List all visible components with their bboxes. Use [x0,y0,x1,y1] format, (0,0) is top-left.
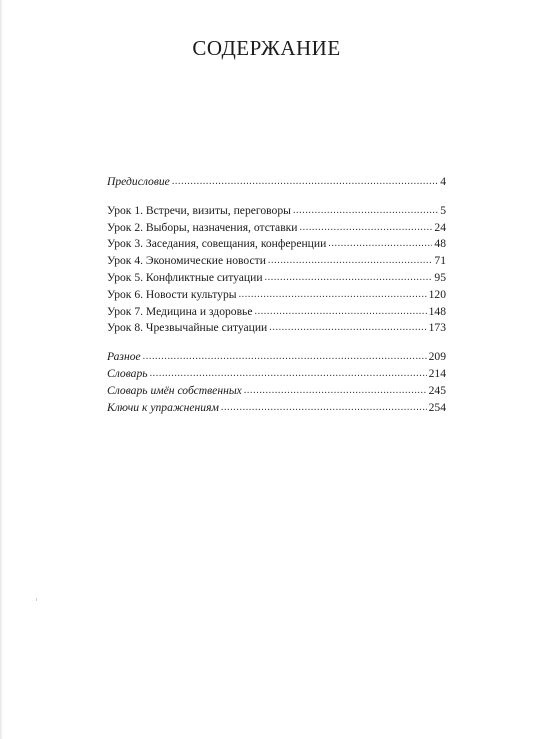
toc-entry-preface[interactable] [107,174,446,191]
table-of-contents [107,174,446,416]
toc-entry-label: Урок 8. Чрезвычайные ситуации [107,321,268,335]
toc-entry-answer-keys[interactable] [107,400,446,417]
toc-entry-page: 245 [428,383,446,397]
toc-entry-page: 148 [428,304,446,318]
dot-leader [221,400,427,417]
toc-entry-label: Урок 3. Заседания, совещания, конференции [107,237,327,251]
dot-leader [265,270,433,287]
toc-entry-label: Урок 4. Экономические новости [107,254,266,268]
dot-leader [244,383,427,400]
toc-group-lessons [107,203,446,337]
toc-entry-label: Урок 2. Выборы, назначения, отставки [107,220,298,234]
toc-entry-page: 24 [434,220,446,234]
dot-leader [293,203,438,220]
toc-entry-page: 95 [434,270,446,284]
toc-entry-page: 48 [434,237,446,251]
toc-entry-lesson-3[interactable] [107,236,446,253]
toc-entry-lesson-1[interactable] [107,203,446,220]
scan-speck [36,598,37,601]
toc-entry-lesson-6[interactable] [107,287,446,304]
page-title: СОДЕРЖАНИЕ [192,36,341,60]
dot-leader [255,304,427,321]
toc-entry-proper-names-dictionary[interactable] [107,383,446,400]
dot-leader [239,287,427,304]
dot-leader [143,349,427,366]
toc-entry-page: 4 [440,175,446,188]
toc-entry-lesson-7[interactable] [107,304,446,321]
page-edge [0,0,3,739]
toc-entry-label: Урок 1. Встречи, визиты, переговоры [107,203,291,217]
toc-entry-lesson-5[interactable] [107,270,446,287]
toc-entry-page: 5 [440,203,446,217]
toc-entry-label: Урок 5. Конфликтные ситуации [107,270,263,284]
toc-entry-label: Ключи к упражнениям [107,400,219,414]
toc-group-appendix [107,349,446,416]
toc-group-preface [107,174,446,191]
toc-entry-lesson-8[interactable] [107,320,446,337]
dot-leader [300,220,433,237]
toc-entry-label: Словарь [107,366,148,380]
toc-entry-lesson-2[interactable] [107,220,446,237]
toc-entry-label: Предисловие [107,175,170,188]
toc-entry-misc[interactable] [107,349,446,366]
toc-entry-label: Урок 6. Новости культуры [107,287,237,301]
toc-entry-label: Урок 7. Медицина и здоровье [107,304,253,318]
toc-entry-label: Словарь имён собственных [107,383,242,397]
toc-entry-page: 254 [428,400,446,414]
dot-leader [328,236,432,253]
toc-entry-page: 71 [434,254,446,268]
toc-entry-lesson-4[interactable] [107,253,446,270]
dot-leader [150,366,427,383]
toc-entry-page: 120 [428,287,446,301]
toc-entry-label: Разное [107,350,141,364]
dot-leader [268,253,432,270]
dot-leader [172,174,438,191]
toc-entry-page: 209 [428,350,446,364]
toc-entry-page: 214 [428,366,446,380]
toc-entry-page: 173 [428,321,446,335]
dot-leader [269,320,426,337]
toc-entry-dictionary[interactable] [107,366,446,383]
